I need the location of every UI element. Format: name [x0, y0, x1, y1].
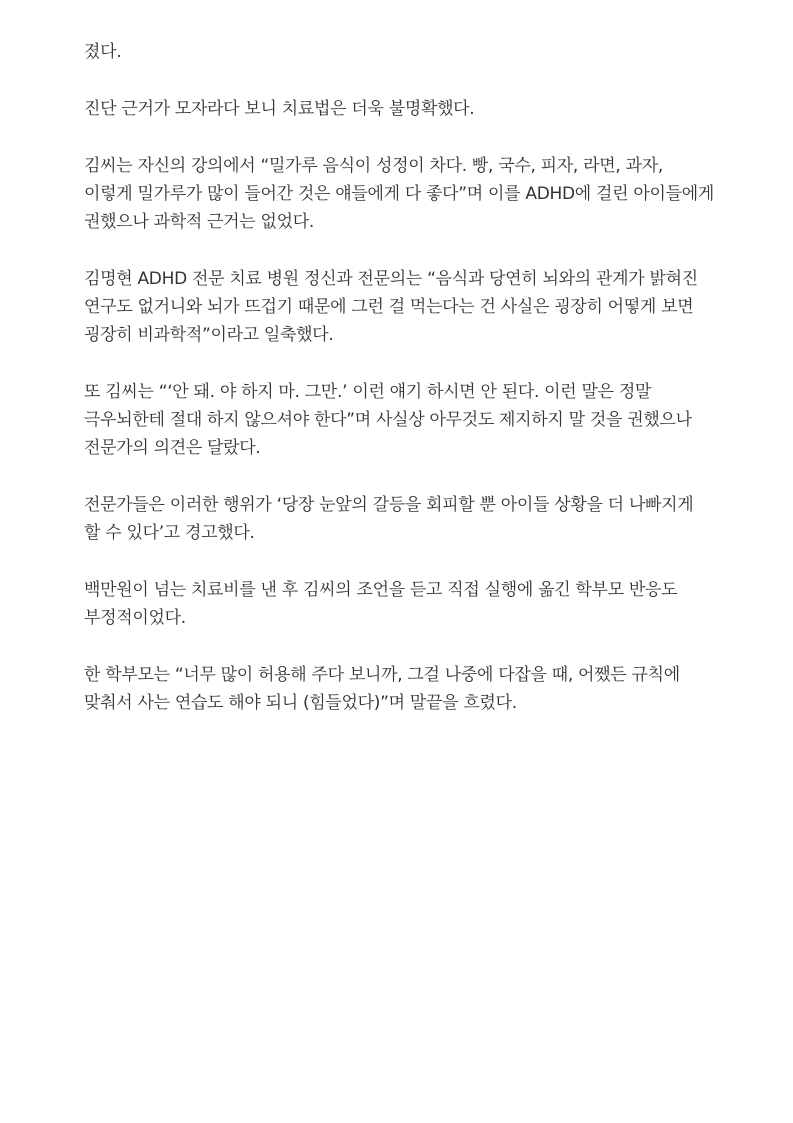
paragraph: 또 김씨는 “‘안 돼. 야 하지 마. 그만.’ 이런 얘기 하시면 안 된다. 이런 말은 정말 극우뇌한테 절대 하지 않으셔야 한다”며 사실상 아무것도 제지하지 말 것을 권했으나 전문가의 의견은 달랐다.: [84, 382, 692, 458]
paragraph: 김명현 ADHD 전문 치료 병원 정신과 전문의는 “음식과 당연히 뇌와의 관계가 밝혀진 연구도 없거니와 뇌가 뜨겁기 때문에 그런 걸 먹는다는 건 사실은 굉장히 어떻게 보면 굉장히 비과학적”이라고 일축했다.: [84, 269, 698, 345]
paragraph: 전문가들은 이러한 행위가 ‘당장 눈앞의 갈등을 회피할 뿐 아이들 상황을 더 나빠지게 할 수 있다’고 경고했다.: [84, 495, 694, 543]
paragraph: 백만원이 넘는 치료비를 낸 후 김씨의 조언을 듣고 직접 실행에 옮긴 학부모 반응도 부정적이었다.: [84, 580, 678, 628]
paragraph: 한 학부모는 “너무 많이 허용해 주다 보니까, 그걸 나중에 다잡을 때, 어쨌든 규칙에 맞춰서 사는 연습도 해야 되니 (힘들었다)”며 말끝을 흐렸다.: [84, 665, 680, 713]
paragraph: 졌다.: [84, 42, 122, 62]
paragraph: 진단 근거가 모자라다 보니 치료법은 더욱 불명확했다.: [84, 99, 475, 119]
article-body: [84, 38, 714, 746]
paragraph: 김씨는 자신의 강의에서 “밀가루 음식이 성정이 차다. 빵, 국수, 피자, 라면, 과자, 이렇게 밀가루가 많이 들어간 것은 얘들에게 다 좋다”며 이를 ADHD에 걸린 아이들에게 권했으나 과학적 근거는 없었다.: [84, 156, 714, 232]
